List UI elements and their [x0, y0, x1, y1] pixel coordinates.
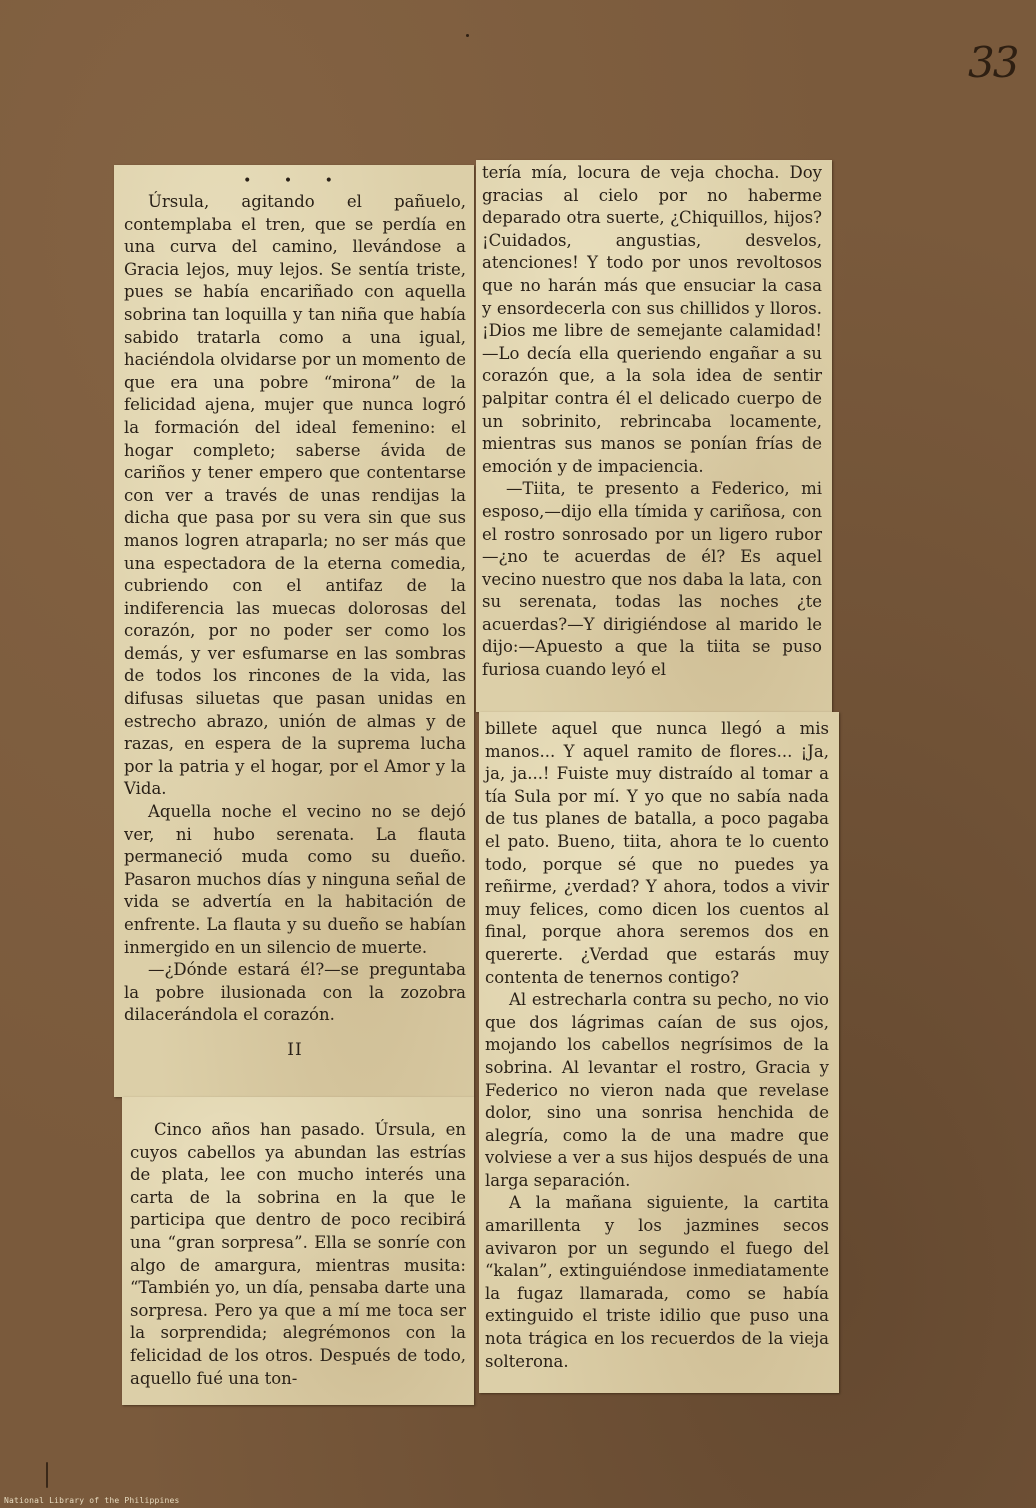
paragraph: A la mañana siguiente, la cartita amarillenta y los jazmines secos avivaron por un segundo el fuego del “kalan”, extinguiéndose inmediatamente la fugaz llamarada, como se había extinguido el triste idilio que puso una nota trágica en los recuerdos de la vieja solterona.: [485, 1193, 829, 1371]
section-heading: II: [287, 1039, 303, 1060]
clipping-left-top: [114, 165, 474, 1097]
clipping-right-bottom: [479, 712, 839, 1393]
ink-speck: [466, 34, 469, 37]
paragraph: Aquella noche el vecino no se dejó ver, ni hubo serenata. La flauta permaneció muda como su dueño. Pasaron muchos días y ninguna señal de vida se advertía en la habitación de enfrente. La flauta y su dueño se habían inmergido en un silencio de muerte.: [124, 802, 466, 957]
paragraph: Cinco años han pasado. Úrsula, en cuyos cabellos ya abundan las estrías de plata, lee con mucho interés una carta de la sobrina en la que le participa que dentro de poco recibirá una “gran sorpresa”. Ella se sonríe con algo de amargura, mientras musita: “También yo, un día, pensaba darte una sorpresa. Pero ya que a mí me toca ser la sorprendida; alegrémonos con la felicidad de los otros. Después de todo, aquello fué una ton-: [130, 1120, 466, 1388]
paragraph: tería mía, locura de veja chocha. Doy gracias al cielo por no haberme deparado otra suerte, ¿Chiquillos, hijos? ¡Cuidados, angustias, desvelos, atenciones! Y todo por unos revoltosos que no harán más que ensuciar la casa y ensordecerla con sus chillidos y lloros. ¡Dios me libre de semejante calamidad!—Lo decía ella queriendo engañar a su corazón que, a la sola idea de sentir palpitar contra él el delicado cuerpo de un sobrinito, rebrincaba locamente, mientras sus manos se ponían frías de emoción y de impaciencia.: [482, 163, 822, 476]
clipping-left-bottom: [122, 1097, 474, 1405]
section-break: • • •: [243, 173, 347, 189]
paragraph: Al estrecharla contra su pecho, no vio que dos lágrimas caían de sus ojos, mojando los cabellos negrísimos de la sobrina. Al levantar el rostro, Gracia y Federico no vieron nada que revelase dolor, sino una sonrisa henchida de alegría, como la de una madre que volviese a ver a sus hijos después de una larga separación.: [485, 990, 829, 1190]
archive-footer: National Library of the Philippines: [4, 1496, 180, 1505]
paragraph: billete aquel que nunca llegó a mis manos... Y aquel ramito de flores... ¡Ja, ja, ja...! Fuiste muy distraído al tomar a tía Sula por mí. Y yo que no sabía nada de tus planes de batalla, a poco pagaba el pato. Bueno, tiita, ahora te lo cuento todo, porque sé que no puedes ya reñirme, ¿verdad? Y ahora, todos a vivir muy felices, como dicen los cuentos al final, porque ahora seremos dos en quererte. ¿Verdad que estarás muy contenta de tenernos contigo?: [485, 719, 829, 987]
clipping-right-top: [476, 160, 832, 712]
margin-mark: [46, 1462, 48, 1488]
paragraph: Úrsula, agitando el pañuelo, contemplaba el tren, que se perdía en una curva del camino, llevándose a Gracia lejos, muy lejos. Se sentía triste, pues se había encariñado con aquella sobrina tan loquilla y tan niña que había sabido tratarla como a una igual, haciéndola olvidarse por un momento de que era una pobre “mirona” de la felicidad ajena, mujer que nunca logró la formación del ideal femenino: el hogar completo; saberse ávida de cariños y tener empero que contentarse con ver a través de unas rendijas la dicha que pasa por su vera sin que sus manos logren atraparla; no ser más que una espectadora de la eterna comedia, cubriendo con el antifaz de la indiferencia las muecas dolorosas del corazón, por no poder ser como los demás, y ver esfumarse en las sombras de todos los rincones de la vida, las difusas siluetas que pasan unidas en estrecho abrazo, unión de almas y de razas, en espera de la suprema lucha por la patria y el hogar, por el Amor y la Vida.: [124, 192, 466, 799]
page-number: 33: [968, 38, 1018, 87]
paragraph: —¿Dónde estará él?—se preguntaba la pobre ilusionada con la zozobra dilacerándola el corazón.: [124, 960, 466, 1025]
paragraph: —Tiita, te presento a Federico, mi esposo,—dijo ella tímida y cariñosa, con el rostro sonrosado por un ligero rubor—¿no te acuerdas de él? Es aquel vecino nuestro que nos daba la lata, con su serenata, todas las noches ¿te acuerdas?—Y dirigiéndose al marido le dijo:—Apuesto a que la tiita se puso furiosa cuando leyó el: [482, 479, 822, 680]
